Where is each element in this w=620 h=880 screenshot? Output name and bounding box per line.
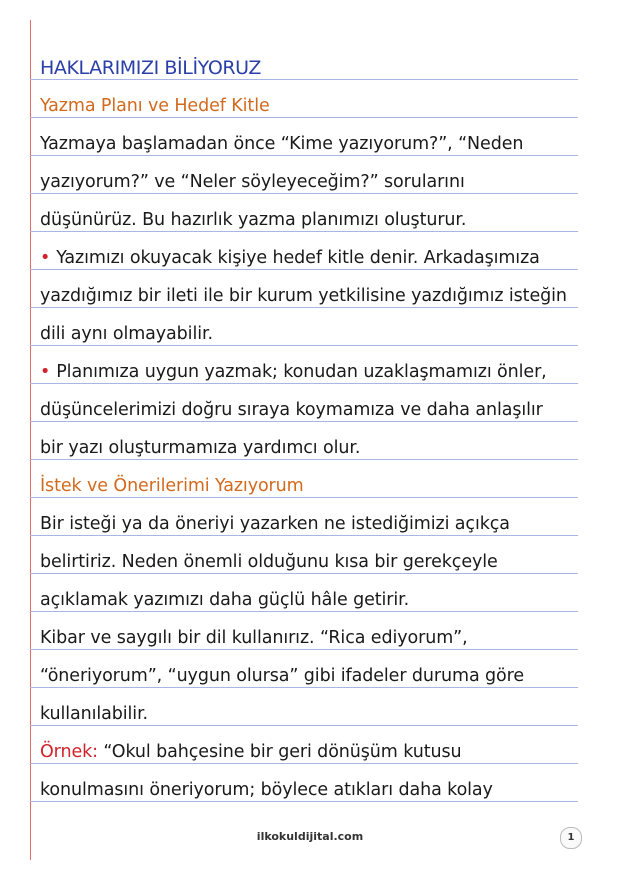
text-line: belirtiriz. Neden önemli olduğunu kısa bir gerekçeyle — [40, 552, 498, 572]
example-label: Örnek: — [40, 742, 98, 762]
text-line: yazıyorum?” ve “Neler söyleyeceğim?” sorularını — [40, 172, 465, 192]
section-heading-plan: Yazma Planı ve Hedef Kitle — [40, 96, 270, 116]
text-line: Yazımızı okuyacak kişiye hedef kitle denir. Arkadaşımıza — [56, 248, 540, 268]
bullet-icon: • — [40, 248, 51, 268]
text-line: “öneriyorum”, “uygun olursa” gibi ifadeler duruma göre — [40, 666, 525, 686]
bullet-icon: • — [40, 362, 51, 382]
margin-line — [30, 20, 31, 860]
text-line: bir yazı oluşturmamıza yardımcı olur. — [40, 438, 361, 458]
bullet-item — [40, 243, 540, 273]
text-line: Kibar ve saygılı bir dil kullanırız. “Rica ediyorum”, — [40, 628, 468, 648]
bullet-item — [40, 357, 547, 387]
footer-site: ilkokuldijital.com — [256, 830, 364, 843]
page-title: HAKLARIMIZI BİLİYORUZ — [40, 57, 261, 79]
page-number: 1 — [560, 827, 582, 849]
text-line: düşüncelerimizi doğru sıraya koymamıza ve daha anlaşılır — [40, 400, 543, 420]
text-line: kullanılabilir. — [40, 704, 149, 724]
text-line: “Okul bahçesine bir geri dönüşüm kutusu — [103, 742, 462, 762]
section-heading-requests: İstek ve Önerilerimi Yazıyorum — [40, 476, 304, 496]
text-line: dili aynı olmayabilir. — [40, 324, 213, 344]
text-line: yazdığımız bir ileti ile bir kurum yetkilisine yazdığımız isteğin — [40, 286, 567, 306]
example-line — [40, 737, 461, 767]
text-line: Yazmaya başlamadan önce “Kime yazıyorum?”, “Neden — [40, 134, 524, 154]
text-line: Bir isteği ya da öneriyi yazarken ne istediğimizi açıkça — [40, 514, 510, 534]
text-line: açıklamak yazımızı daha güçlü hâle getirir. — [40, 590, 410, 610]
text-line: düşünürüz. Bu hazırlık yazma planımızı oluşturur. — [40, 210, 467, 230]
text-line: konulmasını öneriyorum; böylece atıkları daha kolay — [40, 780, 493, 800]
text-line: Planımıza uygun yazmak; konudan uzaklaşmamızı önler, — [56, 362, 547, 382]
